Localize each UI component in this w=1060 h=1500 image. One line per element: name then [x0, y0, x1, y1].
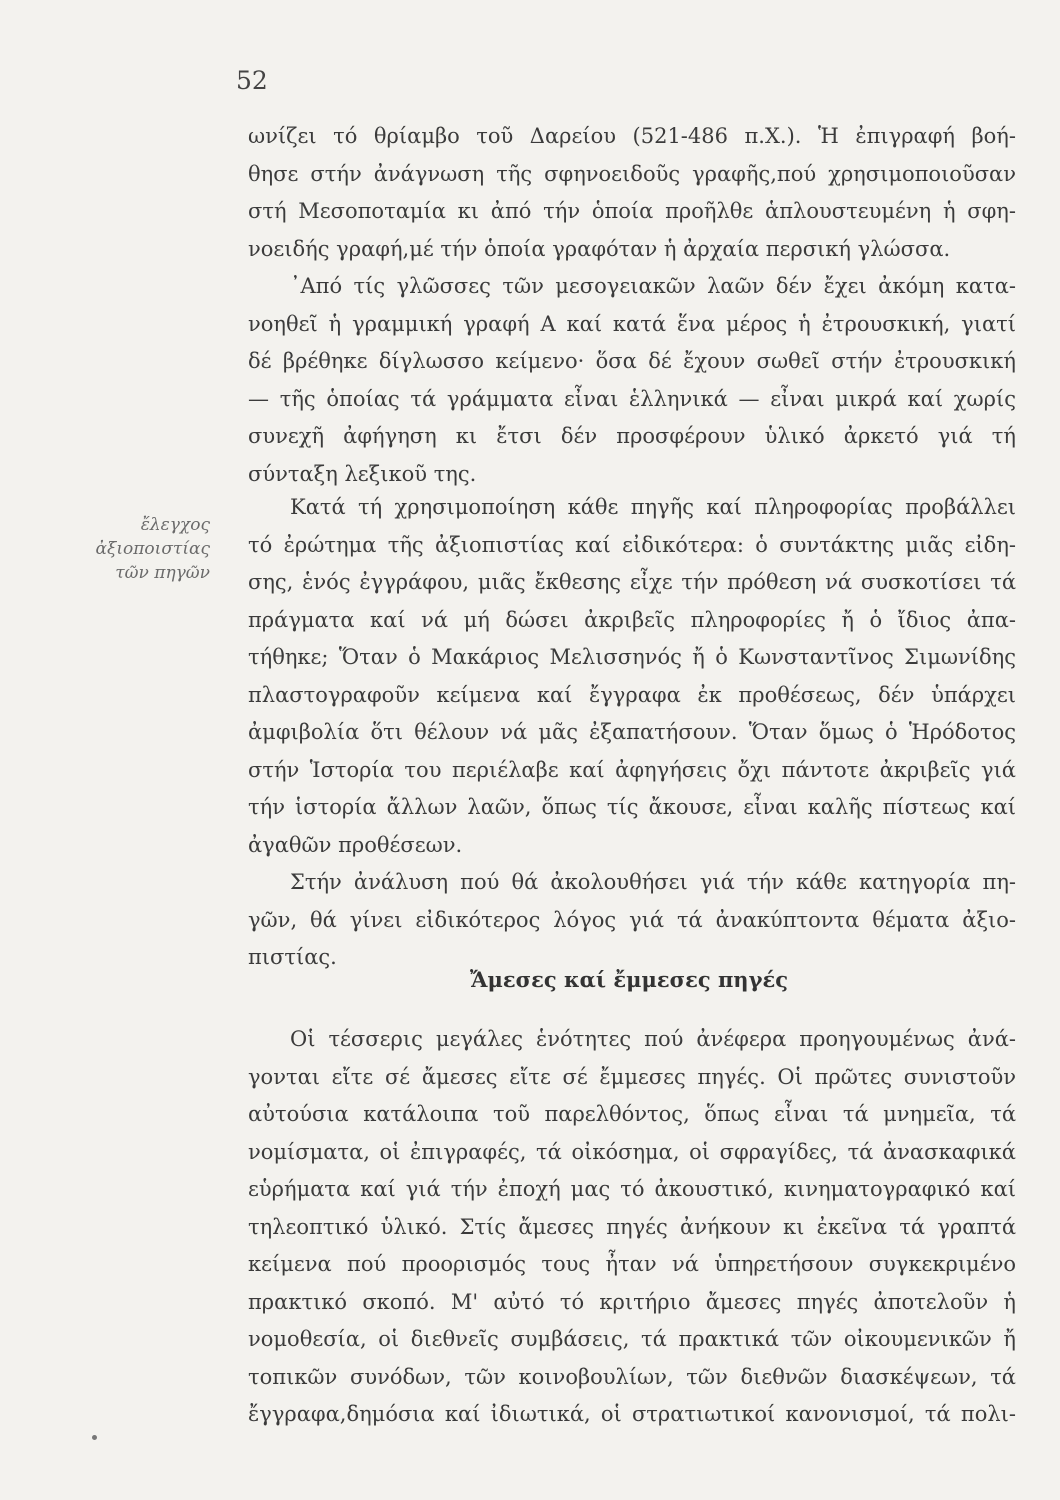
text-line: ᾿Από τίς γλῶσσες τῶν μεσογειακῶν λαῶν δέν ἔχει ἀκόμη κατα-	[290, 274, 1016, 298]
text-line: ωνίζει τό θρίαμβο τοῦ Δαρείου (521-486 π.Χ.). Ἡ ἐπιγραφή βοή-	[248, 124, 1016, 148]
paragraph-block-2	[248, 489, 1016, 977]
ink-speck	[92, 1435, 97, 1440]
text-line: Κατά τή χρησιμοποίηση κάθε πηγῆς καί πληροφορίας προβάλλει	[290, 495, 1016, 519]
paragraph-block-3	[248, 1021, 1016, 1434]
text-line: νομίσματα, οἱ ἐπιγραφές, τά οἰκόσημα, οἱ σφραγίδες, τά ἀνασκαφικά	[248, 1139, 1016, 1164]
margin-note	[60, 513, 210, 585]
text-line: Οἱ τέσσερις μεγάλες ἑνότητες πού ἀνέφερα προηγουμένως ἀνά-	[290, 1027, 1016, 1051]
text-line: πράγματα καί νά μή δώσει ἀκριβεῖς πληροφορίες ἤ ὁ ἴδιος ἀπα-	[248, 607, 1016, 632]
text-line: τό ἐρώτημα τῆς ἀξιοπιστίας καί εἰδικότερα: ὁ συντάκτης μιᾶς εἰδη-	[248, 532, 1016, 557]
paragraph-block-1	[248, 118, 1016, 493]
margin-note-line: τῶν πηγῶν	[115, 563, 210, 583]
text-line: Στήν ἀνάλυση πού θά ἀκολουθήσει γιά τήν κάθε κατηγορία πη-	[290, 870, 1016, 894]
text-line: πιστίας.	[248, 945, 337, 969]
text-line: — τῆς ὁποίας τά γράμματα εἶναι ἑλληνικά — εἶναι μικρά καί χωρίς	[248, 386, 1016, 411]
text-line: νοηθεῖ ἡ γραμμική γραφή Α καί κατά ἕνα μέρος ἡ ἐτρουσκική, γιατί	[248, 311, 1016, 336]
text-line: ἀμφιβολία ὅτι θέλουν νά μᾶς ἐξαπατήσουν. Ὅταν ὅμως ὁ Ἡρόδοτος	[248, 720, 1016, 744]
text-line: στή Μεσοποταμία κι ἀπό τήν ὁποία προῆλθε ἁπλουστευμένη ἡ σφη-	[248, 199, 1016, 223]
text-line: πρακτικό σκοπό. Μ' αὐτό τό κριτήριο ἄμεσες πηγές ἀποτελοῦν ἡ	[248, 1289, 1016, 1314]
text-line: σύνταξη λεξικοῦ της.	[248, 461, 477, 486]
margin-note-line: ἔλεγχος	[140, 515, 210, 535]
text-line: τήν ἱστορία ἄλλων λαῶν, ὅπως τίς ἄκουσε, εἶναι καλῆς πίστεως καί	[248, 795, 1016, 819]
text-line: στήν Ἱστορία του περιέλαβε καί ἀφηγήσεις ὄχι πάντοτε ἀκριβεῖς γιά	[248, 757, 1016, 782]
text-line: τήθηκε; Ὅταν ὁ Μακάριος Μελισσηνός ἤ ὁ Κωνσταντῖνος Σιμωνίδης	[248, 645, 1016, 669]
text-line: κείμενα πού προορισμός τους ἦταν νά ὑπηρετήσουν συγκεκριμένο	[248, 1252, 1016, 1276]
text-line: δέ βρέθηκε δίγλωσσο κείμενο· ὅσα δέ ἔχουν σωθεῖ στήν ἐτρουσκική	[248, 349, 1016, 373]
text-line: τοπικῶν συνόδων, τῶν κοινοβουλίων, τῶν διεθνῶν διασκέψεων, τά	[248, 1364, 1016, 1389]
page-number: 52	[236, 66, 268, 95]
text-line: εὑρήματα καί γιά τήν ἐποχή μας τό ἀκουστικό, κινηματογραφικό καί	[248, 1177, 1016, 1201]
text-line: πλαστογραφοῦν κείμενα καί ἔγγραφα ἐκ προθέσεως, δέν ὑπάρχει	[248, 682, 1016, 707]
text-line: ἔγγραφα,δημόσια καί ἰδιωτικά, οἱ στρατιωτικοί κανονισμοί, τά πολι-	[248, 1402, 1016, 1426]
text-line: γονται εἴτε σέ ἄμεσες εἴτε σέ ἔμμεσες πηγές. Οἱ πρῶτες συνιστοῦν	[248, 1064, 1016, 1089]
margin-note-line: ἀξιοποιστίας	[95, 539, 210, 559]
text-line: ἀγαθῶν προθέσεων.	[248, 832, 463, 857]
text-line: αὐτούσια κατάλοιπα τοῦ παρελθόντος, ὅπως εἶναι τά μνημεῖα, τά	[248, 1102, 1016, 1126]
section-heading: Ἄμεσες καί ἔμμεσες πηγές	[470, 967, 788, 992]
text-line: θησε στήν ἀνάγνωση τῆς σφηνοειδοῦς γραφῆς,πού χρησιμοποιοῦσαν	[248, 161, 1016, 186]
text-line: συνεχῆ ἀφήγηση κι ἔτσι δέν προσφέρουν ὑλικό ἀρκετό γιά τή	[248, 424, 1016, 448]
text-line: νοειδής γραφή,μέ τήν ὁποία γραφόταν ἡ ἀρχαία περσική γλώσσα.	[248, 236, 951, 261]
text-line: γῶν, θά γίνει εἰδικότερος λόγος γιά τά ἀνακύπτοντα θέματα ἀξιο-	[248, 907, 1016, 932]
text-line: τηλεοπτικό ὑλικό. Στίς ἄμεσες πηγές ἀνήκουν κι ἐκεῖνα τά γραπτά	[248, 1214, 1016, 1239]
text-line: νομοθεσία, οἱ διεθνεῖς συμβάσεις, τά πρακτικά τῶν οἰκουμενικῶν ἤ	[248, 1327, 1016, 1351]
text-line: σης, ἑνός ἐγγράφου, μιᾶς ἔκθεσης εἶχε τήν πρόθεση νά συσκοτίσει τά	[248, 570, 1016, 594]
